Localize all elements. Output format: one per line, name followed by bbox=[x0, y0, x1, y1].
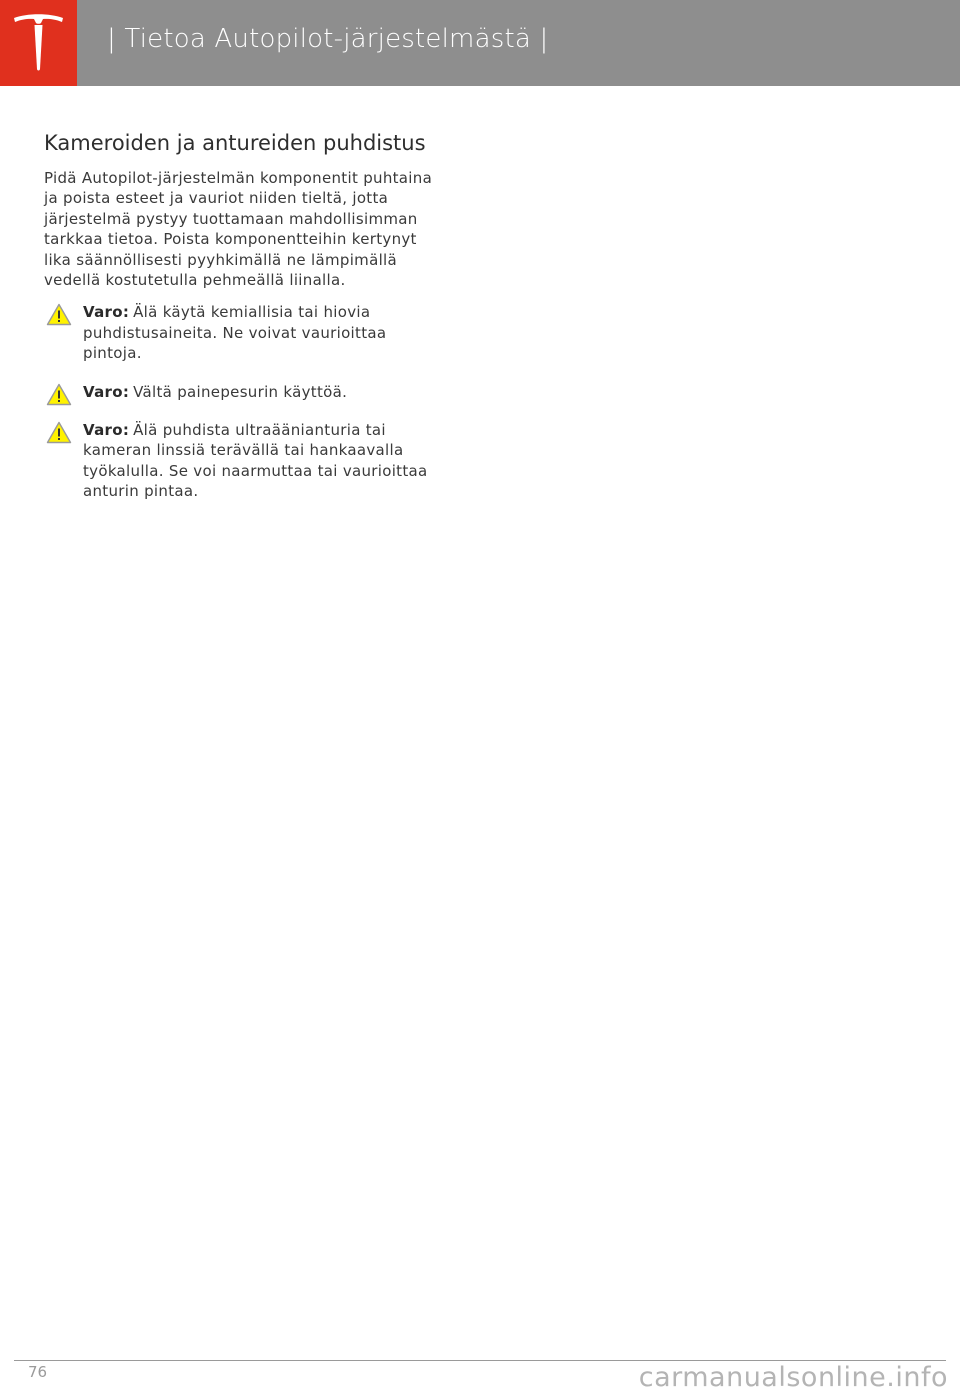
warning-label: Varo: bbox=[83, 421, 130, 440]
page-header-title: | Tietoa Autopilot-järjestelmästä | bbox=[107, 24, 549, 54]
section-body: Pidä Autopilot-järjestelmän komponentit puhtaina ja poista esteet ja vauriot niiden tieltä, jotta järjestelmä pystyy tuottamaan mahdollisimman tarkkaa tietoa. Poista komponentteihin kertynyt lika säännöllisesti pyyhkimällä ne lämpimällä vedellä kostutetulla pehmeällä liinalla. bbox=[44, 169, 433, 290]
footer-divider bbox=[14, 1360, 946, 1361]
warning-triangle-icon bbox=[46, 303, 72, 326]
warning-text: Älä puhdista ultraäänianturia tai kameran linssiä terävällä tai hankaavalla työkalulla. Se voi naarmuttaa tai vaurioittaa anturin pintaa. bbox=[83, 421, 428, 501]
warning-list bbox=[44, 302, 444, 501]
warning-text: Vältä painepesurin käyttöä. bbox=[133, 382, 348, 401]
warning-label: Varo: bbox=[83, 303, 130, 322]
section-title: Kameroiden ja antureiden puhdistus bbox=[44, 131, 426, 155]
warning-label: Varo: bbox=[83, 382, 130, 401]
main-content bbox=[44, 128, 444, 520]
warning-item bbox=[44, 382, 444, 402]
watermark: carmanualsonline.info bbox=[638, 1362, 948, 1393]
tesla-logo-icon bbox=[13, 14, 64, 72]
warning-triangle-icon bbox=[46, 383, 72, 406]
warning-triangle-icon bbox=[46, 421, 72, 444]
warning-item bbox=[44, 302, 444, 363]
warning-text: Älä käytä kemiallisia tai hiovia puhdistusaineita. Ne voivat vaurioittaa pintoja. bbox=[83, 303, 387, 363]
page-number: 76 bbox=[28, 1363, 48, 1381]
page-header bbox=[0, 0, 960, 86]
warning-item bbox=[44, 420, 444, 502]
logo-box bbox=[0, 0, 77, 86]
